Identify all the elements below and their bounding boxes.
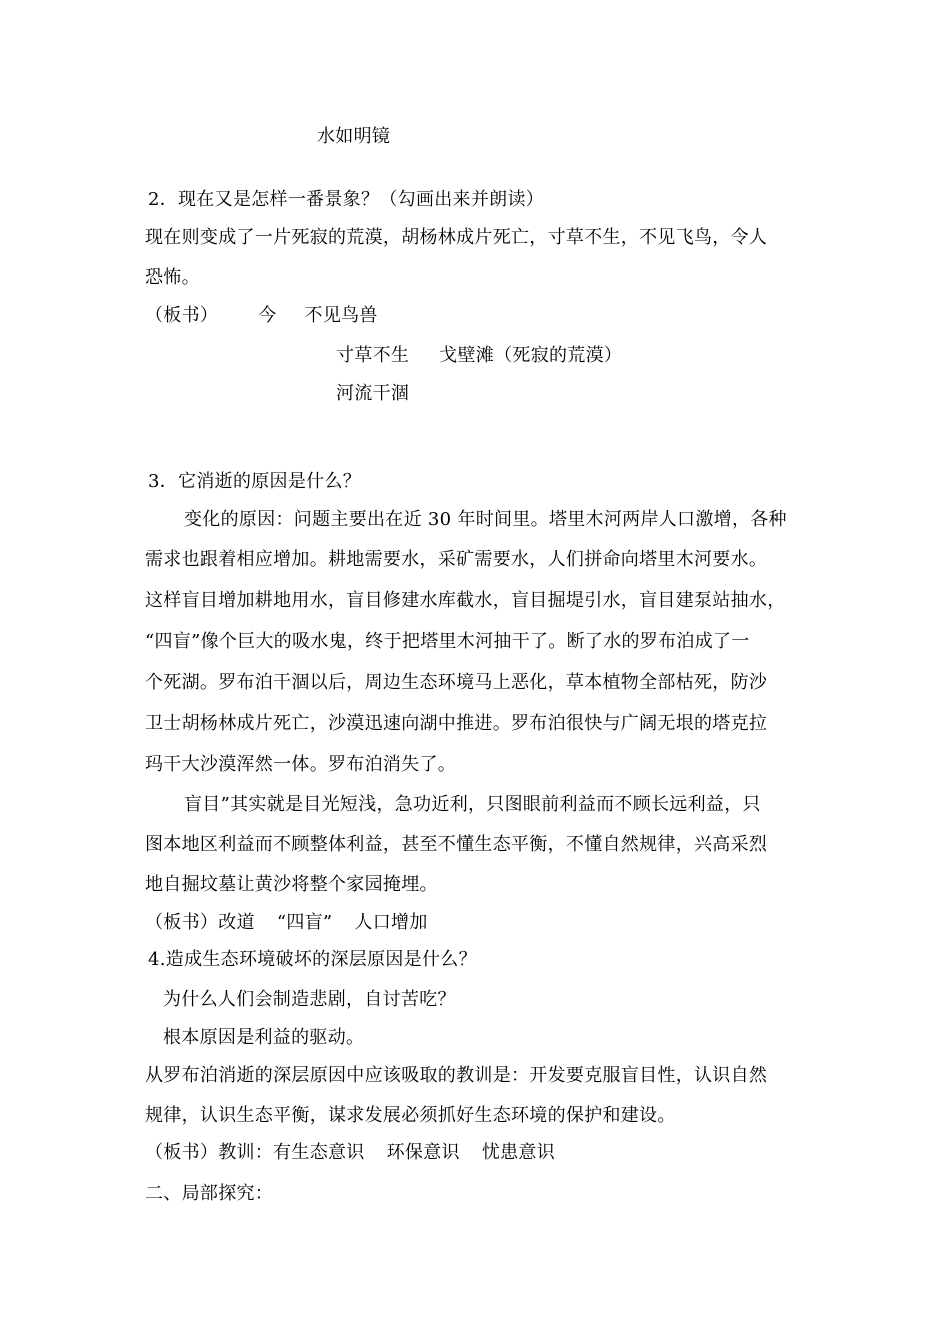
blackboard-now-row [145,303,378,329]
blackboard-eco-awareness: （板书）教训：有生态意识 [145,1142,365,1163]
reason-paragraph-line-3: 这样盲目增加耕地用水，盲目修建水库截水，盲目掘堤引水，盲目建泵站抽水， [145,590,786,611]
reason-paragraph-line-2: 需求也跟着相应增加。耕地需要水，采矿需要水，人们拼命向塔里木河要水。 [145,549,768,570]
question-2-answer-line-2: 恐怖。 [145,267,200,288]
blackboard-four-blind: “四盲” [276,912,333,933]
reason-paragraph-line-5: 个死湖。罗布泊干涸以后，周边生态环境马上恶化，草本植物全部枯死，防沙 [145,672,768,693]
blackboard-causes-row [145,910,428,936]
blackboard-diversion: （板书）改道 [145,912,255,933]
lesson-paragraph-line-1: 从罗布泊消逝的深层原因中应该吸取的教训是：开发要克服盲目性，认识自然 [145,1065,768,1086]
blackboard-crisis-awareness: 忧患意识 [481,1142,556,1163]
question-4-answer: 根本原因是利益的驱动。 [163,1027,365,1048]
blind-paragraph-line-1: 盲目”其实就是目光短浅，急功近利，只图眼前利益而不顾长远利益，只 [184,794,761,815]
blackboard-no-birds: 不见鸟兽 [304,305,378,326]
section-heading-local-inquiry: 二、局部探究： [145,1183,274,1204]
reason-paragraph-line-1: 变化的原因：问题主要出在近 30 年时间里。塔里木河两岸人口激增，各种 [184,509,787,530]
blackboard-now: 今 [258,305,277,326]
blackboard-env-awareness: 环保意识 [386,1142,460,1163]
reason-paragraph-line-6: 卫士胡杨林成片死亡，沙漠迅速向湖中推进。罗布泊很快与广阔无垠的塔克拉 [145,713,768,734]
blackboard-label: （板书） [145,305,219,326]
blackboard-gobi: 戈壁滩（死寂的荒漠） [439,345,623,366]
question-4-heading: 4.造成生态环境破坏的深层原因是什么？ [148,949,477,970]
blackboard-no-grass-row [336,343,622,369]
question-4-sub: 为什么人们会制造悲剧，自讨苦吃？ [163,989,456,1010]
question-2-heading: 2．现在又是怎样一番景象？（勾画出来并朗读） [148,189,545,210]
blind-paragraph-line-2: 图本地区利益而不顾整体利益，甚至不懂生态平衡，不懂自然规律，兴高采烈 [145,834,768,855]
blackboard-no-grass: 寸草不生 [336,345,410,366]
question-2-answer-line-1: 现在则变成了一片死寂的荒漠，胡杨林成片死亡，寸草不生，不见飞鸟，令人 [145,227,768,248]
question-3-heading: 3．它消逝的原因是什么？ [148,471,362,492]
blackboard-water-mirror: 水如明镜 [317,126,391,147]
reason-paragraph-line-4: “四盲”像个巨大的吸水鬼，终于把塔里木河抽干了。断了水的罗布泊成了一 [145,631,750,652]
reason-paragraph-line-7: 玛干大沙漠浑然一体。罗布泊消失了。 [145,754,457,775]
blackboard-river-dry: 河流干涸 [336,383,410,404]
lesson-paragraph-line-2: 规律，认识生态平衡，谋求发展必须抓好生态环境的保护和建设。 [145,1105,676,1126]
blackboard-lessons-row [145,1140,555,1166]
blind-paragraph-line-3: 地自掘坟墓让黄沙将整个家园掩埋。 [145,874,438,895]
blackboard-population: 人口增加 [354,912,428,933]
